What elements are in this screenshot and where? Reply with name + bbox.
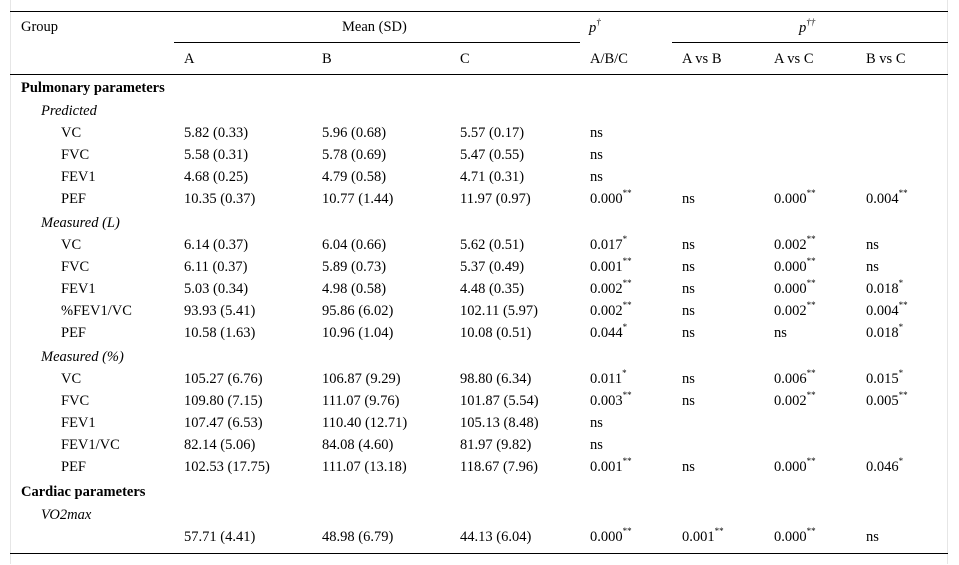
cell-b: 48.98 (6.79) (322, 529, 394, 545)
cell-label: FEV1 (61, 415, 96, 431)
header-p: p† (589, 17, 601, 36)
cell-c: 81.97 (9.82) (460, 437, 532, 453)
cell-label: FVC (61, 393, 90, 409)
cell-c: 101.87 (5.54) (460, 393, 539, 409)
cell-a: 5.58 (0.31) (184, 147, 249, 163)
cell-c: 11.97 (0.97) (460, 191, 531, 207)
header-bottom-rule (10, 74, 948, 75)
cell-p: 0.002** (590, 278, 632, 297)
cell-c: 98.80 (6.34) (460, 371, 532, 387)
cell-p: ns (590, 147, 603, 163)
cell-b: 4.98 (0.58) (322, 281, 387, 297)
cell-label: PEF (61, 325, 86, 341)
cell-a: 102.53 (17.75) (184, 459, 270, 475)
bottom-rule (10, 553, 948, 554)
cell-p: 0.044* (590, 322, 628, 341)
cell-avc: 0.000** (774, 278, 816, 297)
cell-c: 102.11 (5.97) (460, 303, 538, 319)
cell-b: 10.96 (1.04) (322, 325, 394, 341)
cell-a: 82.14 (5.06) (184, 437, 256, 453)
cell-label: PEF (61, 459, 86, 475)
cell-a: 10.35 (0.37) (184, 191, 256, 207)
cell-avc: 0.006** (774, 368, 816, 387)
cell-label: VC (61, 125, 82, 141)
cell-avb: ns (682, 393, 695, 409)
cell-label: FVC (61, 259, 90, 275)
subsection-vo2max: VO2max (41, 507, 92, 523)
cell-b: 84.08 (4.60) (322, 437, 394, 453)
cell-avb: ns (682, 303, 695, 319)
cell-p: ns (590, 415, 603, 431)
top-rule (10, 11, 948, 12)
cell-label: %FEV1/VC (61, 303, 132, 319)
cell-p: 0.000** (590, 188, 632, 207)
cell-bvc: ns (866, 529, 879, 545)
cell-b: 111.07 (13.18) (322, 459, 407, 475)
section-cardiac: Cardiac parameters (21, 484, 146, 500)
cell-a: 93.93 (5.41) (184, 303, 256, 319)
cell-p: ns (590, 437, 603, 453)
cell-avb: 0.001** (682, 526, 724, 545)
cell-avb: ns (682, 191, 695, 207)
cell-bvc: ns (866, 259, 879, 275)
subsection-measured-pct: Measured (%) (41, 349, 124, 365)
header-col-b: B (322, 51, 332, 67)
cell-label: FEV1/VC (61, 437, 120, 453)
cell-b: 4.79 (0.58) (322, 169, 387, 185)
header-col-bvc: B vs C (866, 51, 906, 67)
cell-bvc: ns (866, 237, 879, 253)
cell-p: 0.017* (590, 234, 628, 253)
cell-b: 5.96 (0.68) (322, 125, 387, 141)
cell-avb: ns (682, 259, 695, 275)
cell-p: 0.011* (590, 368, 627, 387)
cell-b: 10.77 (1.44) (322, 191, 394, 207)
cell-c: 4.71 (0.31) (460, 169, 525, 185)
cell-avc: 0.000** (774, 456, 816, 475)
cell-c: 44.13 (6.04) (460, 529, 532, 545)
cell-avc: ns (774, 325, 787, 341)
cell-a: 5.03 (0.34) (184, 281, 249, 297)
cell-b: 95.86 (6.02) (322, 303, 394, 319)
cell-a: 6.14 (0.37) (184, 237, 249, 253)
header-col-a: A (184, 51, 195, 67)
cell-label: PEF (61, 191, 86, 207)
cell-c: 105.13 (8.48) (460, 415, 539, 431)
cell-avc: 0.002** (774, 390, 816, 409)
cell-label: FEV1 (61, 281, 96, 297)
cell-bvc: 0.046* (866, 456, 904, 475)
cell-avb: ns (682, 281, 695, 297)
cell-p: 0.002** (590, 300, 632, 319)
cell-p: ns (590, 125, 603, 141)
cell-avc: 0.002** (774, 234, 816, 253)
header-col-c: C (460, 51, 470, 67)
cell-avc: 0.000** (774, 256, 816, 275)
subsection-measured-l: Measured (L) (41, 215, 120, 231)
cell-b: 111.07 (9.76) (322, 393, 400, 409)
section-pulmonary: Pulmonary parameters (21, 80, 165, 96)
cell-a: 109.80 (7.15) (184, 393, 263, 409)
cell-a: 4.68 (0.25) (184, 169, 249, 185)
cell-avb: ns (682, 237, 695, 253)
cell-a: 57.71 (4.41) (184, 529, 256, 545)
header-col-avc: A vs C (774, 51, 814, 67)
pp-rule (672, 42, 948, 43)
cell-avc: 0.002** (774, 300, 816, 319)
cell-p: 0.001** (590, 256, 632, 275)
cell-label: VC (61, 371, 82, 387)
cell-p: 0.003** (590, 390, 632, 409)
cell-a: 105.27 (6.76) (184, 371, 263, 387)
cell-c: 10.08 (0.51) (460, 325, 532, 341)
cell-a: 5.82 (0.33) (184, 125, 249, 141)
header-col-abc: A/B/C (590, 51, 628, 67)
cell-bvc: 0.018* (866, 322, 904, 341)
cell-avc: 0.000** (774, 526, 816, 545)
cell-c: 5.37 (0.49) (460, 259, 525, 275)
cell-avb: ns (682, 371, 695, 387)
cell-p: ns (590, 169, 603, 185)
cell-bvc: 0.015* (866, 368, 904, 387)
header-pp: p†† (799, 17, 816, 36)
cell-b: 5.78 (0.69) (322, 147, 387, 163)
header-mean: Mean (SD) (342, 19, 407, 35)
cell-avb: ns (682, 325, 695, 341)
cell-a: 10.58 (1.63) (184, 325, 256, 341)
cell-c: 118.67 (7.96) (460, 459, 538, 475)
cell-b: 110.40 (12.71) (322, 415, 408, 431)
cell-bvc: 0.004** (866, 300, 908, 319)
cell-p: 0.001** (590, 456, 632, 475)
cell-label: FVC (61, 147, 90, 163)
cell-bvc: 0.018* (866, 278, 904, 297)
cell-a: 6.11 (0.37) (184, 259, 248, 275)
cell-b: 106.87 (9.29) (322, 371, 401, 387)
cell-c: 5.47 (0.55) (460, 147, 525, 163)
cell-label: VC (61, 237, 82, 253)
cell-b: 6.04 (0.66) (322, 237, 387, 253)
subsection-predicted: Predicted (41, 103, 97, 119)
header-group: Group (21, 19, 59, 35)
cell-bvc: 0.005** (866, 390, 908, 409)
cell-a: 107.47 (6.53) (184, 415, 263, 431)
mean-rule (174, 42, 580, 43)
cell-bvc: 0.004** (866, 188, 908, 207)
cell-p: 0.000** (590, 526, 632, 545)
cell-avc: 0.000** (774, 188, 816, 207)
cell-c: 5.62 (0.51) (460, 237, 525, 253)
cell-c: 5.57 (0.17) (460, 125, 525, 141)
cell-b: 5.89 (0.73) (322, 259, 387, 275)
cell-avb: ns (682, 459, 695, 475)
header-col-avb: A vs B (682, 51, 722, 67)
cell-c: 4.48 (0.35) (460, 281, 525, 297)
cell-label: FEV1 (61, 169, 96, 185)
